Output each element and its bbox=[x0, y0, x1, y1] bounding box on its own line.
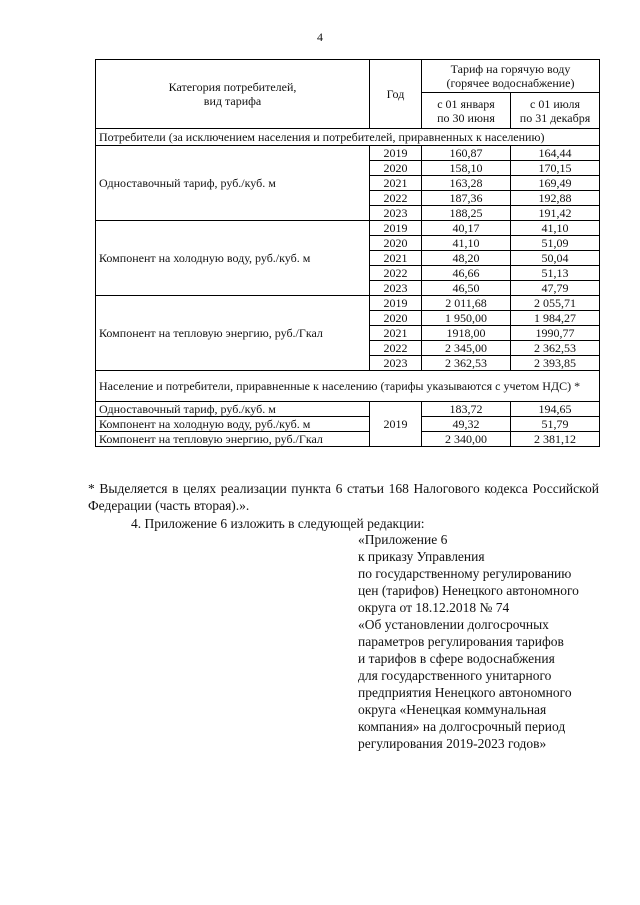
value-cell: 163,28 bbox=[422, 176, 511, 191]
group-label: Компонент на тепловую энергию, руб./Гкал bbox=[96, 296, 370, 371]
value-cell: 2 362,53 bbox=[422, 356, 511, 371]
value-cell: 46,50 bbox=[422, 281, 511, 296]
value-cell: 188,25 bbox=[422, 206, 511, 221]
appendix-line: «Об установлении долгосрочных bbox=[358, 617, 549, 632]
value-cell: 158,10 bbox=[422, 161, 511, 176]
value-cell: 183,72 bbox=[422, 402, 511, 417]
value-cell: 51,09 bbox=[511, 236, 600, 251]
group-label: Компонент на холодную воду, руб./куб. м bbox=[96, 221, 370, 296]
value-cell: 40,17 bbox=[422, 221, 511, 236]
year-cell: 2019 bbox=[370, 221, 422, 236]
value-cell: 46,66 bbox=[422, 266, 511, 281]
value-cell: 1 950,00 bbox=[422, 311, 511, 326]
value-cell: 2 011,68 bbox=[422, 296, 511, 311]
value-cell: 170,15 bbox=[511, 161, 600, 176]
value-cell: 1990,77 bbox=[511, 326, 600, 341]
table-row bbox=[96, 417, 600, 432]
page-number: 4 bbox=[317, 30, 323, 44]
value-cell: 2 393,85 bbox=[511, 356, 600, 371]
value-cell: 2 362,53 bbox=[511, 341, 600, 356]
header-period-2 bbox=[511, 93, 600, 129]
table-row bbox=[96, 146, 600, 161]
group-label: Одноставочный тариф, руб./куб. м bbox=[96, 146, 370, 221]
value-cell: 49,32 bbox=[422, 417, 511, 432]
appendix-block bbox=[358, 531, 608, 752]
population-label: Компонент на тепловую энергию, руб./Гкал bbox=[96, 432, 370, 447]
value-cell: 192,88 bbox=[511, 191, 600, 206]
header-period-1-line2: по 30 июня bbox=[437, 110, 495, 125]
header-category-line1: Категория потребителей, bbox=[168, 80, 297, 94]
year-cell: 2020 bbox=[370, 311, 422, 326]
section-population: Население и потребители, приравненные к населению (тарифы указываются с учетом НДС) * bbox=[96, 371, 600, 402]
value-cell: 2 340,00 bbox=[422, 432, 511, 447]
population-label: Одноставочный тариф, руб./куб. м bbox=[96, 402, 370, 417]
paragraph-item-4: 4. Приложение 6 изложить в следующей редакции: bbox=[131, 516, 425, 531]
year-cell: 2019 bbox=[370, 146, 422, 161]
header-tariff-line1: Тариф на горячую воду bbox=[450, 62, 571, 77]
population-label: Компонент на холодную воду, руб./куб. м bbox=[96, 417, 370, 432]
year-cell: 2023 bbox=[370, 356, 422, 371]
header-period-2-line1: с 01 июля bbox=[530, 96, 580, 111]
table-row bbox=[96, 402, 600, 417]
appendix-line: округа от 18.12.2018 № 74 bbox=[358, 600, 510, 615]
appendix-line: округа «Ненецкая коммунальная bbox=[358, 702, 547, 717]
value-cell: 2 381,12 bbox=[511, 432, 600, 447]
value-cell: 41,10 bbox=[511, 221, 600, 236]
value-cell: 2 345,00 bbox=[422, 341, 511, 356]
value-cell: 187,36 bbox=[422, 191, 511, 206]
header-category-line2: вид тарифа bbox=[203, 94, 262, 108]
value-cell: 47,79 bbox=[511, 281, 600, 296]
table-row bbox=[96, 221, 600, 236]
year-cell: 2021 bbox=[370, 251, 422, 266]
appendix-line: компания» на долгосрочный период bbox=[358, 719, 566, 734]
value-cell: 51,13 bbox=[511, 266, 600, 281]
table-row bbox=[96, 432, 600, 447]
year-cell: 2022 bbox=[370, 191, 422, 206]
header-period-2-line2: по 31 декабря bbox=[519, 110, 591, 125]
header-period-1-line1: с 01 января bbox=[437, 96, 495, 111]
appendix-line: цен (тарифов) Ненецкого автономного bbox=[358, 583, 579, 598]
value-cell: 2 055,71 bbox=[511, 296, 600, 311]
appendix-line: и тарифов в сфере водоснабжения bbox=[358, 651, 555, 666]
header-year: Год bbox=[370, 60, 422, 129]
value-cell: 194,65 bbox=[511, 402, 600, 417]
year-cell: 2021 bbox=[370, 176, 422, 191]
population-year: 2019 bbox=[370, 402, 422, 447]
header-tariff bbox=[422, 60, 600, 93]
tariff-table bbox=[95, 59, 600, 447]
appendix-line: регулирования 2019-2023 годов» bbox=[358, 736, 547, 751]
appendix-line: по государственному регулированию bbox=[358, 566, 572, 581]
appendix-line: параметров регулирования тарифов bbox=[358, 634, 564, 649]
header-period-1 bbox=[422, 93, 511, 129]
value-cell: 50,04 bbox=[511, 251, 600, 266]
header-tariff-line2: (горячее водоснабжение) bbox=[446, 76, 575, 91]
year-cell: 2020 bbox=[370, 236, 422, 251]
appendix-line: для государственного унитарного bbox=[358, 668, 552, 683]
value-cell: 1918,00 bbox=[422, 326, 511, 341]
section-consumers: Потребители (за исключением населения и потребителей, приравненных к населению) bbox=[96, 129, 600, 146]
footnote: * Выделяется в целях реализации пункта 6 статьи 168 Налогового кодекса Российской Федерации (часть вторая).». bbox=[88, 481, 599, 513]
year-cell: 2021 bbox=[370, 326, 422, 341]
value-cell: 164,44 bbox=[511, 146, 600, 161]
appendix-line: предприятия Ненецкого автономного bbox=[358, 685, 572, 700]
year-cell: 2022 bbox=[370, 341, 422, 356]
value-cell: 191,42 bbox=[511, 206, 600, 221]
value-cell: 51,79 bbox=[511, 417, 600, 432]
appendix-line: к приказу Управления bbox=[358, 549, 485, 564]
header-category bbox=[96, 60, 370, 129]
value-cell: 48,20 bbox=[422, 251, 511, 266]
year-cell: 2023 bbox=[370, 281, 422, 296]
year-cell: 2019 bbox=[370, 296, 422, 311]
value-cell: 169,49 bbox=[511, 176, 600, 191]
year-cell: 2022 bbox=[370, 266, 422, 281]
appendix-line: «Приложение 6 bbox=[358, 532, 448, 547]
value-cell: 41,10 bbox=[422, 236, 511, 251]
value-cell: 160,87 bbox=[422, 146, 511, 161]
year-cell: 2023 bbox=[370, 206, 422, 221]
value-cell: 1 984,27 bbox=[511, 311, 600, 326]
table-row bbox=[96, 296, 600, 311]
year-cell: 2020 bbox=[370, 161, 422, 176]
